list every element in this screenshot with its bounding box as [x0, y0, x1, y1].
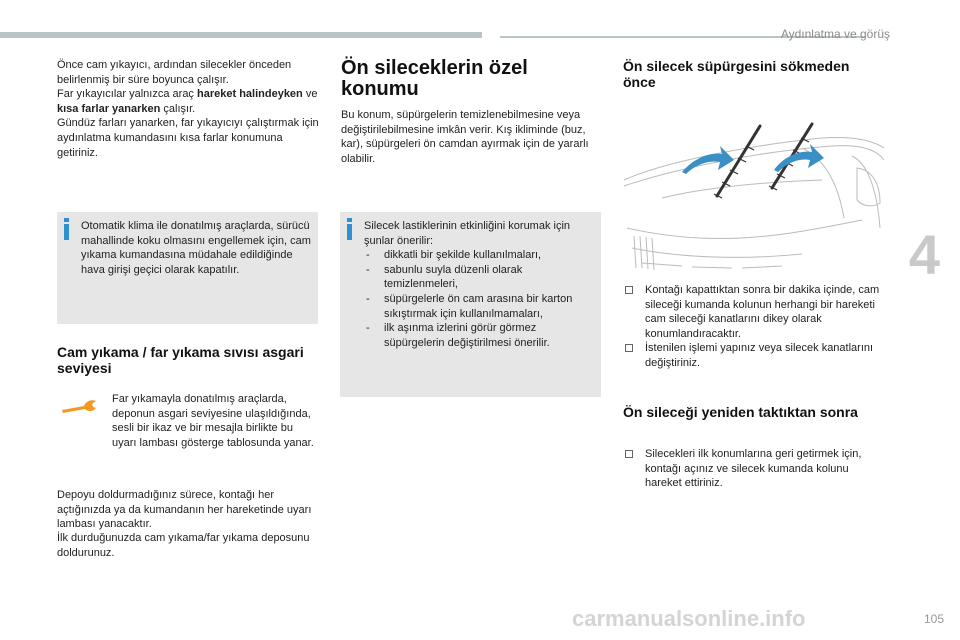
intro-run: ve [302, 88, 318, 101]
intro-run: Önce cam yıkayıcı, ardından silecekler önceden belirlenmiş bir süre boyunca çalışır. [57, 59, 292, 86]
info-note-climate [57, 212, 318, 324]
intro-bold-run: kısa farlar yanarken [57, 102, 161, 115]
intro-run: çalışır. [160, 102, 196, 115]
list-item: Kontağı kapattıktan sonra bir dakika içinde, cam sileceği kumanda kolunun herhangi bir hareketi cam sileceği kanatlarını dikey olarak konumlandıracaktır. [623, 283, 885, 341]
wiper-illustration [622, 108, 887, 276]
intro-bold-run: hareket halindeyken [197, 88, 303, 101]
info-icon [346, 218, 352, 240]
special-position-heading: Ön sileceklerin özel konumu [341, 57, 528, 100]
after-refit-heading: Ön sileceği yeniden taktıktan sonra [623, 404, 858, 420]
section-title: Aydınlatma ve görüş [780, 27, 890, 41]
refill-text-2: İlk durduğunuzda cam yıkama/far yıkama deposunu doldurunuz. [57, 532, 310, 559]
list-item: İstenilen işlemi yapınız veya silecek kanatlarını değiştiriniz. [623, 341, 885, 370]
list-item: - dikkatli bir şekilde kullanılmaları, [366, 249, 542, 262]
checkbox-bullet-icon [625, 344, 633, 352]
list-item: - ilk aşınma izlerini görür görmez süpürgelerin değiştirilmesi önerilir. [366, 322, 550, 349]
intro-paragraph [57, 58, 319, 160]
washer-level-heading: Cam yıkama / far yıkama sıvısı asgari seviyesi [57, 344, 304, 376]
washer-level-text: Far yıkamayla donatılmış araçlarda, deponun asgari seviyesine ulaşıldığında, sesli bir ikaz ve bir mesajla birlikte bu uyarı lambası gösterge tablosunda yanar. [112, 393, 314, 449]
checkbox-bullet-icon [625, 286, 633, 294]
list-item: - sabunlu suyla düzenli olarak temizlenmeleri, [366, 263, 523, 291]
intro-run: Far yıkayıcılar yalnızca araç [57, 88, 197, 101]
top-rule-bar [0, 32, 482, 38]
before-removal-heading: Ön silecek süpürgesini sökmeden önce [623, 58, 850, 90]
info-note-text: Otomatik klima ile donatılmış araçlarda, sürücü mahallinde koku olmasını engellemek için, cam yıkama kumandasına müdahale edildiğinde hava girişi geçici olarak kapatılır. [81, 220, 311, 276]
before-removal-steps [623, 283, 885, 371]
after-refit-steps [623, 447, 885, 491]
watermark: carmanualsonline.info [572, 606, 806, 631]
info-icon [63, 218, 69, 240]
chapter-number: 4 [908, 223, 940, 286]
list-item: - süpürgelerle ön cam arasına bir karton sıkıştırmak için kullanılmamaları, [366, 292, 573, 320]
refill-text-1: Depoyu doldurmadığınız sürece, kontağı her açtığınızda ya da kumandanın her hareketinde uyarı lambası yanacaktır. [57, 489, 312, 531]
wiper-note-intro: Silecek lastiklerinin etkinliğini korumak için şunlar önerilir: [364, 220, 571, 247]
wrench-warning-icon [60, 396, 98, 416]
checkbox-bullet-icon [625, 450, 633, 458]
intro-text [57, 58, 319, 160]
list-item: Silecekleri ilk konumlarına geri getirmek için, kontağı açınız ve silecek kumanda kolunu hareket ettiriniz. [623, 447, 885, 491]
intro-run: Gündüz farları yanarken, far yıkayıcıyı çalıştırmak için aydınlatma kumandasını kısa farlar konumuna getiriniz. [57, 117, 319, 159]
page-number: 105 [923, 612, 944, 626]
special-position-text: Bu konum, süpürgelerin temizlenebilmesine veya değiştirilebilmesine imkân verir. Kış ikliminde (buz, kar), süpürgeleri ön camdan ayırmak için de yararlı olabilir. [341, 109, 589, 165]
wiper-tips-list [364, 248, 598, 350]
info-note-wipers [340, 212, 601, 397]
